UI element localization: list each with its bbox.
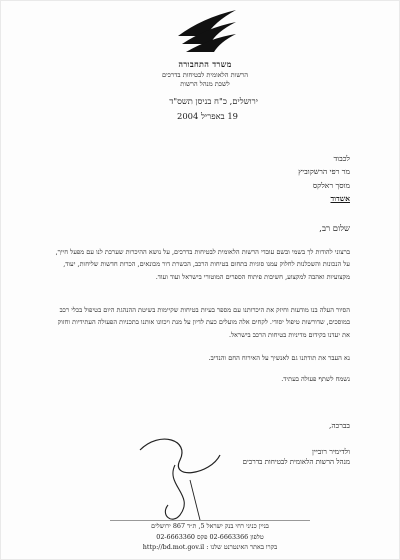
office-name: לשכת מנהל הרשות (180, 80, 230, 88)
footer-divider (110, 520, 310, 521)
signer-title: מנהל הרשות הלאומית לבטיחות בדרכים (242, 458, 350, 466)
footer-phone: טלפון 02-6663366 פקס 02-6663360 (156, 533, 264, 541)
body-paragraph-3: נא העבר את תודתנו גם לאנשיך על האירוח החם והנדיב. (208, 354, 350, 362)
authority-name: הרשות הלאומית לבטיחות בדרכים (161, 71, 249, 79)
body-paragraph-4: נשמח לשתף פעולה בעתיד. (281, 375, 350, 383)
footer-website: בקרו באתר האינטרנט שלנו : http://bd.mot.gov.il (142, 543, 278, 551)
signer-name: ולדימיר רוביין (312, 447, 350, 456)
date-hebrew: ירושלים, כ"ח בניסן תשס"ד (169, 96, 258, 106)
body-paragraph-1: ברצוני להודות לך בשמי ובשם עובדי הרשות הלאומית לבטיחות בדרכים, על נושא ההיכרות שערכת לנו עם מפעל חייך, על הנכונות והשכלנות לחלוק עמנו סוגיות בתחום בטיחות הרכב, הכשרת דור מכונאים, הכרות חדשות שליחות, יעוד, מקצועיות ואהבה למקצוע, חשיבות פיתוח הספרים המוטורי בישראל ועוד ועוד. (55, 248, 350, 281)
date-gregorian: 19 באפריל 2004 (176, 111, 238, 121)
recipient-name: מר רפי הרשקוביץ (298, 167, 350, 176)
recipient-org: מוסך ראלקס (312, 181, 350, 190)
footer-address: בניין כניני רחי בנק ישראל 5, ת״ד 867 ירושלים (151, 522, 269, 530)
signature-icon (120, 420, 240, 530)
recipient-city: אשדוד (330, 194, 350, 203)
recipient-salutation: לכבוד (333, 154, 350, 163)
ministry-name: משרד התחבורה (178, 59, 232, 69)
body-paragraph-2: הסיור העלה בנו מודעות וחיזק את היכרותנו עם מספר בעיות בטיחות שקיימות בשיטת ההנהגת היום בטיפול בכלי רכב במוסכים, שדורשות טיפול יסודי. לקחים אלה מועלים כעת לדיון על מנת ויכוונו אותנו בתכניות הפעולה העתידיות וחזוק את יעדנו בקידום מדיניות בטיחות הרכב בישראל. (57, 306, 350, 339)
ministry-logo-icon (176, 6, 238, 56)
closing-regards: בברכה, (329, 421, 350, 430)
greeting: שלום רב, (319, 223, 350, 233)
